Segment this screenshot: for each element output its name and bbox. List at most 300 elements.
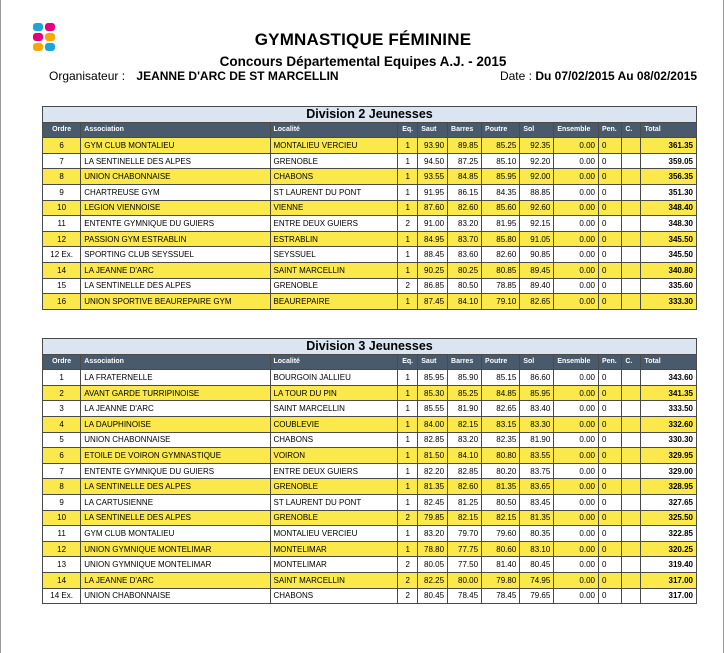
cell-equipe: 2 [398,278,418,294]
cell-poutre: 78.85 [482,278,520,294]
cell-saut: 82.45 [418,494,448,510]
cell-poutre: 85.60 [482,200,520,216]
cell-equipe: 1 [398,432,418,448]
cell-total: 327.65 [641,494,697,510]
cell-sol: 83.55 [520,448,554,464]
cell-penalite: 0 [598,200,621,216]
cell-classement [622,526,641,542]
cell-total: 329.00 [641,463,697,479]
cell-classement [622,416,641,432]
cell-localite: MONTALIEU VERCIEU [270,526,398,542]
cell-classement [622,184,641,200]
cell-sol: 83.65 [520,479,554,495]
cell-ensemble: 0.00 [554,262,599,278]
cell-penalite: 0 [598,416,621,432]
cell-sol: 92.35 [520,138,554,154]
cell-ensemble: 0.00 [554,231,599,247]
table-row [43,416,697,432]
cell-equipe: 1 [398,385,418,401]
cell-total: 328.95 [641,479,697,495]
cell-total: 332.60 [641,416,697,432]
column-header-localite: Localité [270,122,398,138]
column-header-localite: Localité [270,354,398,370]
cell-equipe: 2 [398,588,418,604]
cell-total: 329.95 [641,448,697,464]
cell-poutre: 80.20 [482,463,520,479]
table-row [43,247,697,263]
cell-barres: 86.15 [448,184,482,200]
cell-classement [622,200,641,216]
cell-association: LA SENTINELLE DES ALPES [81,479,270,495]
cell-localite: SAINT MARCELLIN [270,572,398,588]
page-subtitle: Concours Départemental Equipes A.J. - 2015 [219,54,507,69]
cell-barres: 87.25 [448,153,482,169]
cell-ensemble: 0.00 [554,432,599,448]
column-header-ordre: Ordre [43,354,81,370]
table-row [43,401,697,417]
cell-ensemble: 0.00 [554,448,599,464]
column-header-classement: C. [622,354,641,370]
cell-saut: 81.35 [418,479,448,495]
table-row [43,463,697,479]
column-header-poutre: Poutre [482,354,520,370]
column-header-sol: Sol [520,122,554,138]
cell-association: LA SENTINELLE DES ALPES [81,278,270,294]
cell-penalite: 0 [598,448,621,464]
cell-ordre: 11 [43,216,81,232]
cell-localite: SAINT MARCELLIN [270,262,398,278]
cell-ordre: 3 [43,401,81,417]
division-header [43,107,697,123]
cell-penalite: 0 [598,541,621,557]
column-header-penalite: Pen. [598,122,621,138]
cell-ordre: 8 [43,479,81,495]
cell-penalite: 0 [598,294,621,310]
cell-sol: 80.45 [520,557,554,573]
cell-total: 359.05 [641,153,697,169]
cell-saut: 85.30 [418,385,448,401]
column-header-association: Association [81,354,270,370]
cell-ordre: 14 [43,572,81,588]
cell-ordre: 6 [43,448,81,464]
cell-barres: 82.15 [448,416,482,432]
cell-poutre: 85.80 [482,231,520,247]
cell-poutre: 81.35 [482,479,520,495]
cell-saut: 84.95 [418,231,448,247]
cell-total: 345.50 [641,247,697,263]
cell-classement [622,278,641,294]
cell-sol: 74.95 [520,572,554,588]
cell-saut: 78.80 [418,541,448,557]
organisateur-label: Organisateur : [49,69,126,83]
column-header-equipe: Eq. [398,354,418,370]
cell-penalite: 0 [598,588,621,604]
cell-equipe: 1 [398,153,418,169]
cell-saut: 82.85 [418,432,448,448]
cell-association: ETOILE DE VOIRON GYMNASTIQUE [81,448,270,464]
cell-ordre: 15 [43,278,81,294]
cell-saut: 87.60 [418,200,448,216]
cell-equipe: 1 [398,479,418,495]
cell-localite: GRENOBLE [270,153,398,169]
cell-barres: 82.15 [448,510,482,526]
cell-barres: 85.90 [448,370,482,386]
column-header-penalite: Pen. [598,354,621,370]
column-header-ensemble: Ensemble [554,122,599,138]
cell-ordre: 12 [43,231,81,247]
cell-sol: 83.75 [520,463,554,479]
cell-penalite: 0 [598,216,621,232]
cell-localite: CHABONS [270,588,398,604]
cell-poutre: 82.60 [482,247,520,263]
cell-saut: 93.55 [418,169,448,185]
cell-barres: 84.10 [448,448,482,464]
cell-classement [622,262,641,278]
cell-classement [622,231,641,247]
cell-localite: ESTRABLIN [270,231,398,247]
cell-ordre: 11 [43,526,81,542]
cell-sol: 92.60 [520,200,554,216]
cell-classement [622,557,641,573]
cell-equipe: 1 [398,200,418,216]
cell-poutre: 84.35 [482,184,520,200]
cell-classement [622,385,641,401]
column-header-barres: Barres [448,122,482,138]
table-row [43,588,697,604]
cell-sol: 92.20 [520,153,554,169]
cell-classement [622,588,641,604]
table-row [43,184,697,200]
cell-equipe: 1 [398,247,418,263]
cell-penalite: 0 [598,479,621,495]
table-row [43,541,697,557]
table-row [43,385,697,401]
cell-equipe: 1 [398,401,418,417]
page-title: GYMNASTIQUE FÉMININE [254,30,472,49]
table-row [43,510,697,526]
cell-sol: 83.40 [520,401,554,417]
cell-saut: 79.85 [418,510,448,526]
cell-barres: 83.70 [448,231,482,247]
cell-ordre: 6 [43,138,81,154]
competition-date [500,69,697,83]
cell-classement [622,463,641,479]
cell-association: ENTENTE GYMNIQUE DU GUIERS [81,463,270,479]
cell-barres: 83.20 [448,216,482,232]
cell-equipe: 1 [398,448,418,464]
cell-barres: 89.85 [448,138,482,154]
cell-barres: 77.50 [448,557,482,573]
cell-association: ENTENTE GYMNIQUE DU GUIERS [81,216,270,232]
table-row [43,231,697,247]
table-row [43,200,697,216]
cell-equipe: 1 [398,494,418,510]
cell-poutre: 82.15 [482,510,520,526]
column-headers [43,122,697,138]
cell-localite: LA TOUR DU PIN [270,385,398,401]
table-row [43,479,697,495]
cell-equipe: 2 [398,557,418,573]
cell-sol: 85.95 [520,385,554,401]
cell-localite: GRENOBLE [270,510,398,526]
cell-classement [622,247,641,263]
cell-ensemble: 0.00 [554,385,599,401]
cell-classement [622,294,641,310]
table-row [43,169,697,185]
column-header-classement: C. [622,122,641,138]
cell-equipe: 1 [398,526,418,542]
cell-saut: 86.85 [418,278,448,294]
cell-saut: 82.25 [418,572,448,588]
cell-sol: 80.35 [520,526,554,542]
cell-saut: 84.00 [418,416,448,432]
column-header-sol: Sol [520,354,554,370]
cell-ensemble: 0.00 [554,588,599,604]
table-row [43,526,697,542]
cell-classement [622,216,641,232]
cell-classement [622,448,641,464]
cell-ensemble: 0.00 [554,526,599,542]
table-row [43,448,697,464]
cell-association: PASSION GYM ESTRABLIN [81,231,270,247]
cell-penalite: 0 [598,247,621,263]
cell-association: LA JEANNE D'ARC [81,401,270,417]
cell-barres: 82.60 [448,200,482,216]
cell-association: LA CARTUSIENNE [81,494,270,510]
cell-penalite: 0 [598,138,621,154]
cell-poutre: 82.35 [482,432,520,448]
column-header-saut: Saut [418,122,448,138]
cell-saut: 80.45 [418,588,448,604]
cell-saut: 88.45 [418,247,448,263]
cell-equipe: 1 [398,294,418,310]
cell-localite: SAINT MARCELLIN [270,401,398,417]
cell-barres: 82.85 [448,463,482,479]
cell-penalite: 0 [598,401,621,417]
cell-total: 335.60 [641,278,697,294]
cell-classement [622,479,641,495]
cell-penalite: 0 [598,153,621,169]
cell-ordre: 7 [43,463,81,479]
cell-barres: 80.00 [448,572,482,588]
cell-sol: 92.15 [520,216,554,232]
cell-sol: 90.85 [520,247,554,263]
cell-ensemble: 0.00 [554,494,599,510]
table-row [43,294,697,310]
cell-classement [622,153,641,169]
cell-association: GYM CLUB MONTALIEU [81,526,270,542]
table-row [43,572,697,588]
cell-association: CHARTREUSE GYM [81,184,270,200]
cell-ensemble: 0.00 [554,138,599,154]
cell-equipe: 1 [398,370,418,386]
cell-penalite: 0 [598,370,621,386]
cell-poutre: 85.10 [482,153,520,169]
cell-ensemble: 0.00 [554,153,599,169]
cell-total: 340.80 [641,262,697,278]
cell-barres: 83.60 [448,247,482,263]
cell-total: 351.30 [641,184,697,200]
cell-penalite: 0 [598,510,621,526]
cell-localite: ST LAURENT DU PONT [270,184,398,200]
column-header-saut: Saut [418,354,448,370]
cell-association: LA JEANNE D'ARC [81,572,270,588]
cell-barres: 82.60 [448,479,482,495]
cell-barres: 83.20 [448,432,482,448]
cell-total: 320.25 [641,541,697,557]
cell-total: 317.00 [641,588,697,604]
cell-total: 317.00 [641,572,697,588]
cell-equipe: 1 [398,138,418,154]
cell-equipe: 2 [398,510,418,526]
column-header-ordre: Ordre [43,122,81,138]
cell-localite: MONTALIEU VERCIEU [270,138,398,154]
cell-equipe: 2 [398,572,418,588]
cell-classement [622,541,641,557]
table-row [43,153,697,169]
cell-localite: CHABONS [270,169,398,185]
cell-sol: 83.30 [520,416,554,432]
cell-association: UNION CHABONNAISE [81,588,270,604]
cell-saut: 83.20 [418,526,448,542]
cell-ordre: 10 [43,510,81,526]
cell-ordre: 9 [43,494,81,510]
cell-association: UNION GYMNIQUE MONTELIMAR [81,541,270,557]
column-header-barres: Barres [448,354,482,370]
cell-ensemble: 0.00 [554,370,599,386]
cell-localite: CHABONS [270,432,398,448]
table-row [43,557,697,573]
cell-ensemble: 0.00 [554,278,599,294]
cell-association: LA SENTINELLE DES ALPES [81,510,270,526]
cell-ensemble: 0.00 [554,416,599,432]
organisateur [49,69,339,83]
cell-saut: 85.95 [418,370,448,386]
cell-poutre: 82.65 [482,401,520,417]
cell-localite: VOIRON [270,448,398,464]
cell-total: 348.40 [641,200,697,216]
cell-sol: 86.60 [520,370,554,386]
cell-barres: 80.50 [448,278,482,294]
cell-ensemble: 0.00 [554,401,599,417]
cell-saut: 82.20 [418,463,448,479]
cell-equipe: 1 [398,169,418,185]
cell-penalite: 0 [598,278,621,294]
cell-association: UNION GYMNIQUE MONTELIMAR [81,557,270,573]
cell-penalite: 0 [598,572,621,588]
cell-sol: 89.45 [520,262,554,278]
table-row [43,138,697,154]
cell-equipe: 1 [398,231,418,247]
cell-barres: 85.25 [448,385,482,401]
cell-ensemble: 0.00 [554,184,599,200]
cell-saut: 90.25 [418,262,448,278]
table-row [43,432,697,448]
cell-equipe: 1 [398,262,418,278]
cell-equipe: 1 [398,416,418,432]
cell-classement [622,370,641,386]
table-row [43,216,697,232]
division-2-table [42,106,697,310]
cell-localite: VIENNE [270,200,398,216]
cell-sol: 83.10 [520,541,554,557]
division-3-table [42,338,697,604]
cell-total: 343.60 [641,370,697,386]
cell-localite: GRENOBLE [270,278,398,294]
cell-classement [622,169,641,185]
cell-poutre: 80.60 [482,541,520,557]
cell-saut: 87.45 [418,294,448,310]
cell-ordre: 4 [43,416,81,432]
cell-sol: 89.40 [520,278,554,294]
cell-penalite: 0 [598,262,621,278]
cell-association: UNION SPORTIVE BEAUREPAIRE GYM [81,294,270,310]
cell-poutre: 78.45 [482,588,520,604]
cell-classement [622,494,641,510]
cell-total: 333.30 [641,294,697,310]
cell-ensemble: 0.00 [554,216,599,232]
cell-barres: 80.25 [448,262,482,278]
cell-penalite: 0 [598,494,621,510]
cell-localite: MONTELIMAR [270,541,398,557]
cell-association: LA SENTINELLE DES ALPES [81,153,270,169]
cell-ensemble: 0.00 [554,510,599,526]
cell-poutre: 80.85 [482,262,520,278]
cell-total: 361.35 [641,138,697,154]
cell-penalite: 0 [598,432,621,448]
cell-barres: 77.75 [448,541,482,557]
cell-poutre: 80.80 [482,448,520,464]
cell-total: 356.35 [641,169,697,185]
division-title: Division 2 Jeunesses [43,107,697,123]
cell-poutre: 85.95 [482,169,520,185]
cell-saut: 85.55 [418,401,448,417]
cell-penalite: 0 [598,385,621,401]
cell-penalite: 0 [598,526,621,542]
cell-association: LA DAUPHINOISE [81,416,270,432]
cell-ordre: 14 Ex. [43,588,81,604]
column-header-ensemble: Ensemble [554,354,599,370]
cell-ordre: 1 [43,370,81,386]
table-row [43,278,697,294]
cell-poutre: 81.95 [482,216,520,232]
cell-classement [622,401,641,417]
cell-sol: 88.85 [520,184,554,200]
cell-total: 348.30 [641,216,697,232]
cell-association: LA FRATERNELLE [81,370,270,386]
cell-classement [622,572,641,588]
cell-ensemble: 0.00 [554,557,599,573]
cell-localite: GRENOBLE [270,479,398,495]
cell-ensemble: 0.00 [554,247,599,263]
cell-saut: 81.50 [418,448,448,464]
cell-localite: MONTELIMAR [270,557,398,573]
cell-barres: 84.10 [448,294,482,310]
cell-poutre: 84.85 [482,385,520,401]
cell-poutre: 80.50 [482,494,520,510]
cell-penalite: 0 [598,463,621,479]
cell-total: 333.50 [641,401,697,417]
cell-barres: 84.85 [448,169,482,185]
cell-total: 325.50 [641,510,697,526]
cell-classement [622,138,641,154]
cell-localite: BEAUREPAIRE [270,294,398,310]
cell-localite: ENTRE DEUX GUIERS [270,216,398,232]
cell-ordre: 13 [43,557,81,573]
cell-equipe: 1 [398,184,418,200]
column-header-association: Association [81,122,270,138]
cell-association: UNION CHABONNAISE [81,169,270,185]
